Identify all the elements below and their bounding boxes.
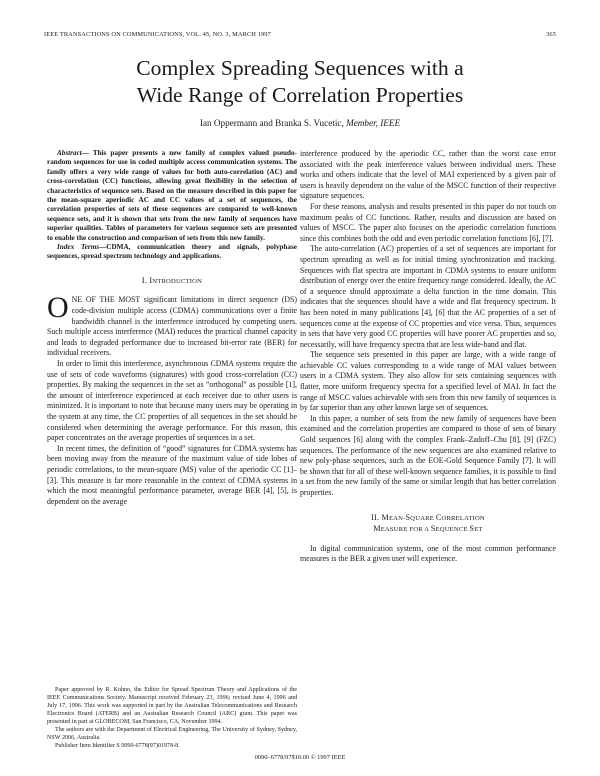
right-column: [300, 149, 556, 565]
body-paragraph: For these reasons, analysis and results presented in this paper do not touch on maximum peaks of CC functions. Rather, results and discussion are based on values of MSCC. The paper also focuses on the aperiodic correlation functions since this combines both the odd and even periodic correlation functions [6], [7].: [300, 201, 556, 243]
footnote-manuscript: Paper approved by R. Kohno, the Editor for Spread Spectrum Theory and Applications of the IEEE Communications Society. Manuscript received February 23, 1996; revised June 4, 1996 and July 17, 1996. This work was supported in part by the Australian Telecommunications and Research Electronics Board (ATERB) and an Australian Research Council (ARC) grant. This paper was presented in part at GLOBECOM, San Francisco, CA, November 1994.: [47, 687, 297, 725]
body-paragraph-continued: interference produced by the aperiodic CC, rather than the worst case error associated with the peak interference values between individual users. These works and others indicate that the level of MAI experienced by a given pair of users is heavily dependent on the value of the MSCC function of their respective signature sequences.: [300, 149, 556, 201]
title-line-1: Complex Spreading Sequences with a: [136, 56, 464, 80]
intro-paragraph-1: ONE OF THE MOST significant limitations in direct sequence (DS) code-division multiple access (CDMA) communications over a finite bandwidth channel is the interference introduced by competing users. Such multiple access interference (MAI) reduces the practical channel capacity and leads to degraded performance due to increased bit-error rate (BER) for individual receivers.: [47, 291, 298, 358]
footnote-pii: Publisher Item Identifier S 0090-6778(97)01978-8.: [55, 743, 180, 749]
abstract-label: Abstract—: [57, 149, 89, 157]
body-paragraph: In digital communication systems, one of the most common performance measures is the BER a given user will experience.: [300, 543, 556, 564]
index-terms-label: Index Terms: [57, 243, 100, 252]
author-role: Member, IEEE: [346, 118, 401, 128]
intro-paragraph-3: In recent times, the definition of “good” signatures for CDMA systems has been moving away from the measure of the maximum value of side lobes of periodic correlations, to the mean-square (MS) value of the aperiodic CC [1]–[3]. This measure is far more reasonable in the context of CDMA systems in which the most meaningful performance parameter, average BER [4], [5], is dependent on the average: [47, 443, 297, 506]
paper-title: [40, 55, 560, 109]
author-names: Ian Oppermann and Branka S. Vucetic,: [199, 118, 344, 128]
author-line: [40, 118, 560, 128]
body-paragraph: In this paper, a number of sets from the new family of sequences have been examined and the correlation properties are compared to those of sets of binary Gold sequences [6] along with the complex Frank–Zadoff–Chu [8], [9] (FZC) sequences. The performance of the new sequences are also examined relative to new poly-phase sequences, such as the EOE-Gold Sequence Family [7]. It will be shown that for all of these well-known sequence families, it is possible to find a set from the new family of the same or similar length that has better correlation properties.: [300, 413, 556, 497]
index-terms: [47, 243, 297, 262]
abstract-text: This paper presents a new family of complex valued pseudo-random sequences for use in coded multiple access communication systems. The family offers a very wide range of values for both auto-correlation (AC) and cross-correlation (CC) functions, allowing great flexibility in the selection of characteristics of sequence sets. Based on the measure described in this paper for the mean-square aperiodic AC and CC values of a set of sequences, the correlation properties of sets of these sequences are compared to well-known sequence sets, and it is shown that sets from the new family of sequences have superior qualities. Tables of parameters for various sequence sets are presented to enable the construction and comparison of sets from this new family.: [47, 149, 297, 242]
footnote-affiliation: The authors are with the Department of Electrical Engineering, The University of Sydney, Sydney, NSW 2006, Australia.: [47, 727, 297, 741]
section-heading-msc: II. MEAN-SQUARE CORRELATION MEASURE FOR A SEQUENCE SET: [371, 512, 485, 534]
page-number: 365: [546, 31, 556, 38]
body-paragraph: The sequence sets presented in this paper are large, with a wide range of achievable CC values corresponding to a wide range of MAI values between users in a CDMA system. They also allow for sets containing sequences with flatter, more uniform frequency spectra for a specified level of MAI. In fact the range of MSCC values achievable with sets from this new family of sequences is by far superior than any other known large set of sequences.: [300, 350, 556, 413]
left-column: [47, 149, 297, 507]
title-line-2: Wide Range of Correlation Properties: [136, 83, 464, 107]
index-terms-text: —CDMA, communication theory and signals, polyphase sequences, spread spectrum technology and applications.: [47, 243, 297, 261]
body-paragraph: The auto-correlation (AC) properties of a set of sequences are important for spectrum spreading as well as for initial timing synchronization and tracking. Sequences with flat spectra are important in CDMA systems to ensure uniform distribution of energy over the entire frequency range considered. Ideally, the AC of a sequence should approximate a delta function in the time domain. This indicates that the sequences should have a wide and flat frequency spectrum. It has been noted in many publications [4], [6] that the AC properties of a set of sequences come at the expense of CC properties and vice versa. Thus, sequences in sets that have very good CC properties will have poorer AC properties and so, necessarily, will have frequency spectra that are less wide-band and flat.: [300, 244, 556, 349]
journal-header: IEEE TRANSACTIONS ON COMMUNICATIONS, VOL. 45, NO. 3, MARCH 1997: [44, 31, 271, 38]
footnote-block: [47, 686, 297, 750]
section-heading-introduction: I. INTRODUCTION: [141, 275, 203, 285]
intro-lead-caps: NE OF THE MOST: [71, 295, 141, 305]
intro-paragraph-2: In order to limit this interference, asynchronous CDMA systems require the use of sets of code waveforms (signatures) with good cross-correlation (CC) properties. By making the sequences in the set as “orthogonal” as possible [1], the amount of interference experienced at each receiver due to other users is minimized. It is important to note that because many users may be operating in the system at any time, the CC properties of all sequences in the set should be considered when determining the average performance. For this reason, this paper concentrates on the average properties of sequences in a set.: [47, 359, 297, 443]
running-head: [44, 31, 556, 41]
copyright-code: 0090–6778/97$10.00 © 1997 IEEE: [254, 754, 346, 761]
drop-cap: O: [47, 291, 69, 325]
abstract: [47, 149, 297, 243]
